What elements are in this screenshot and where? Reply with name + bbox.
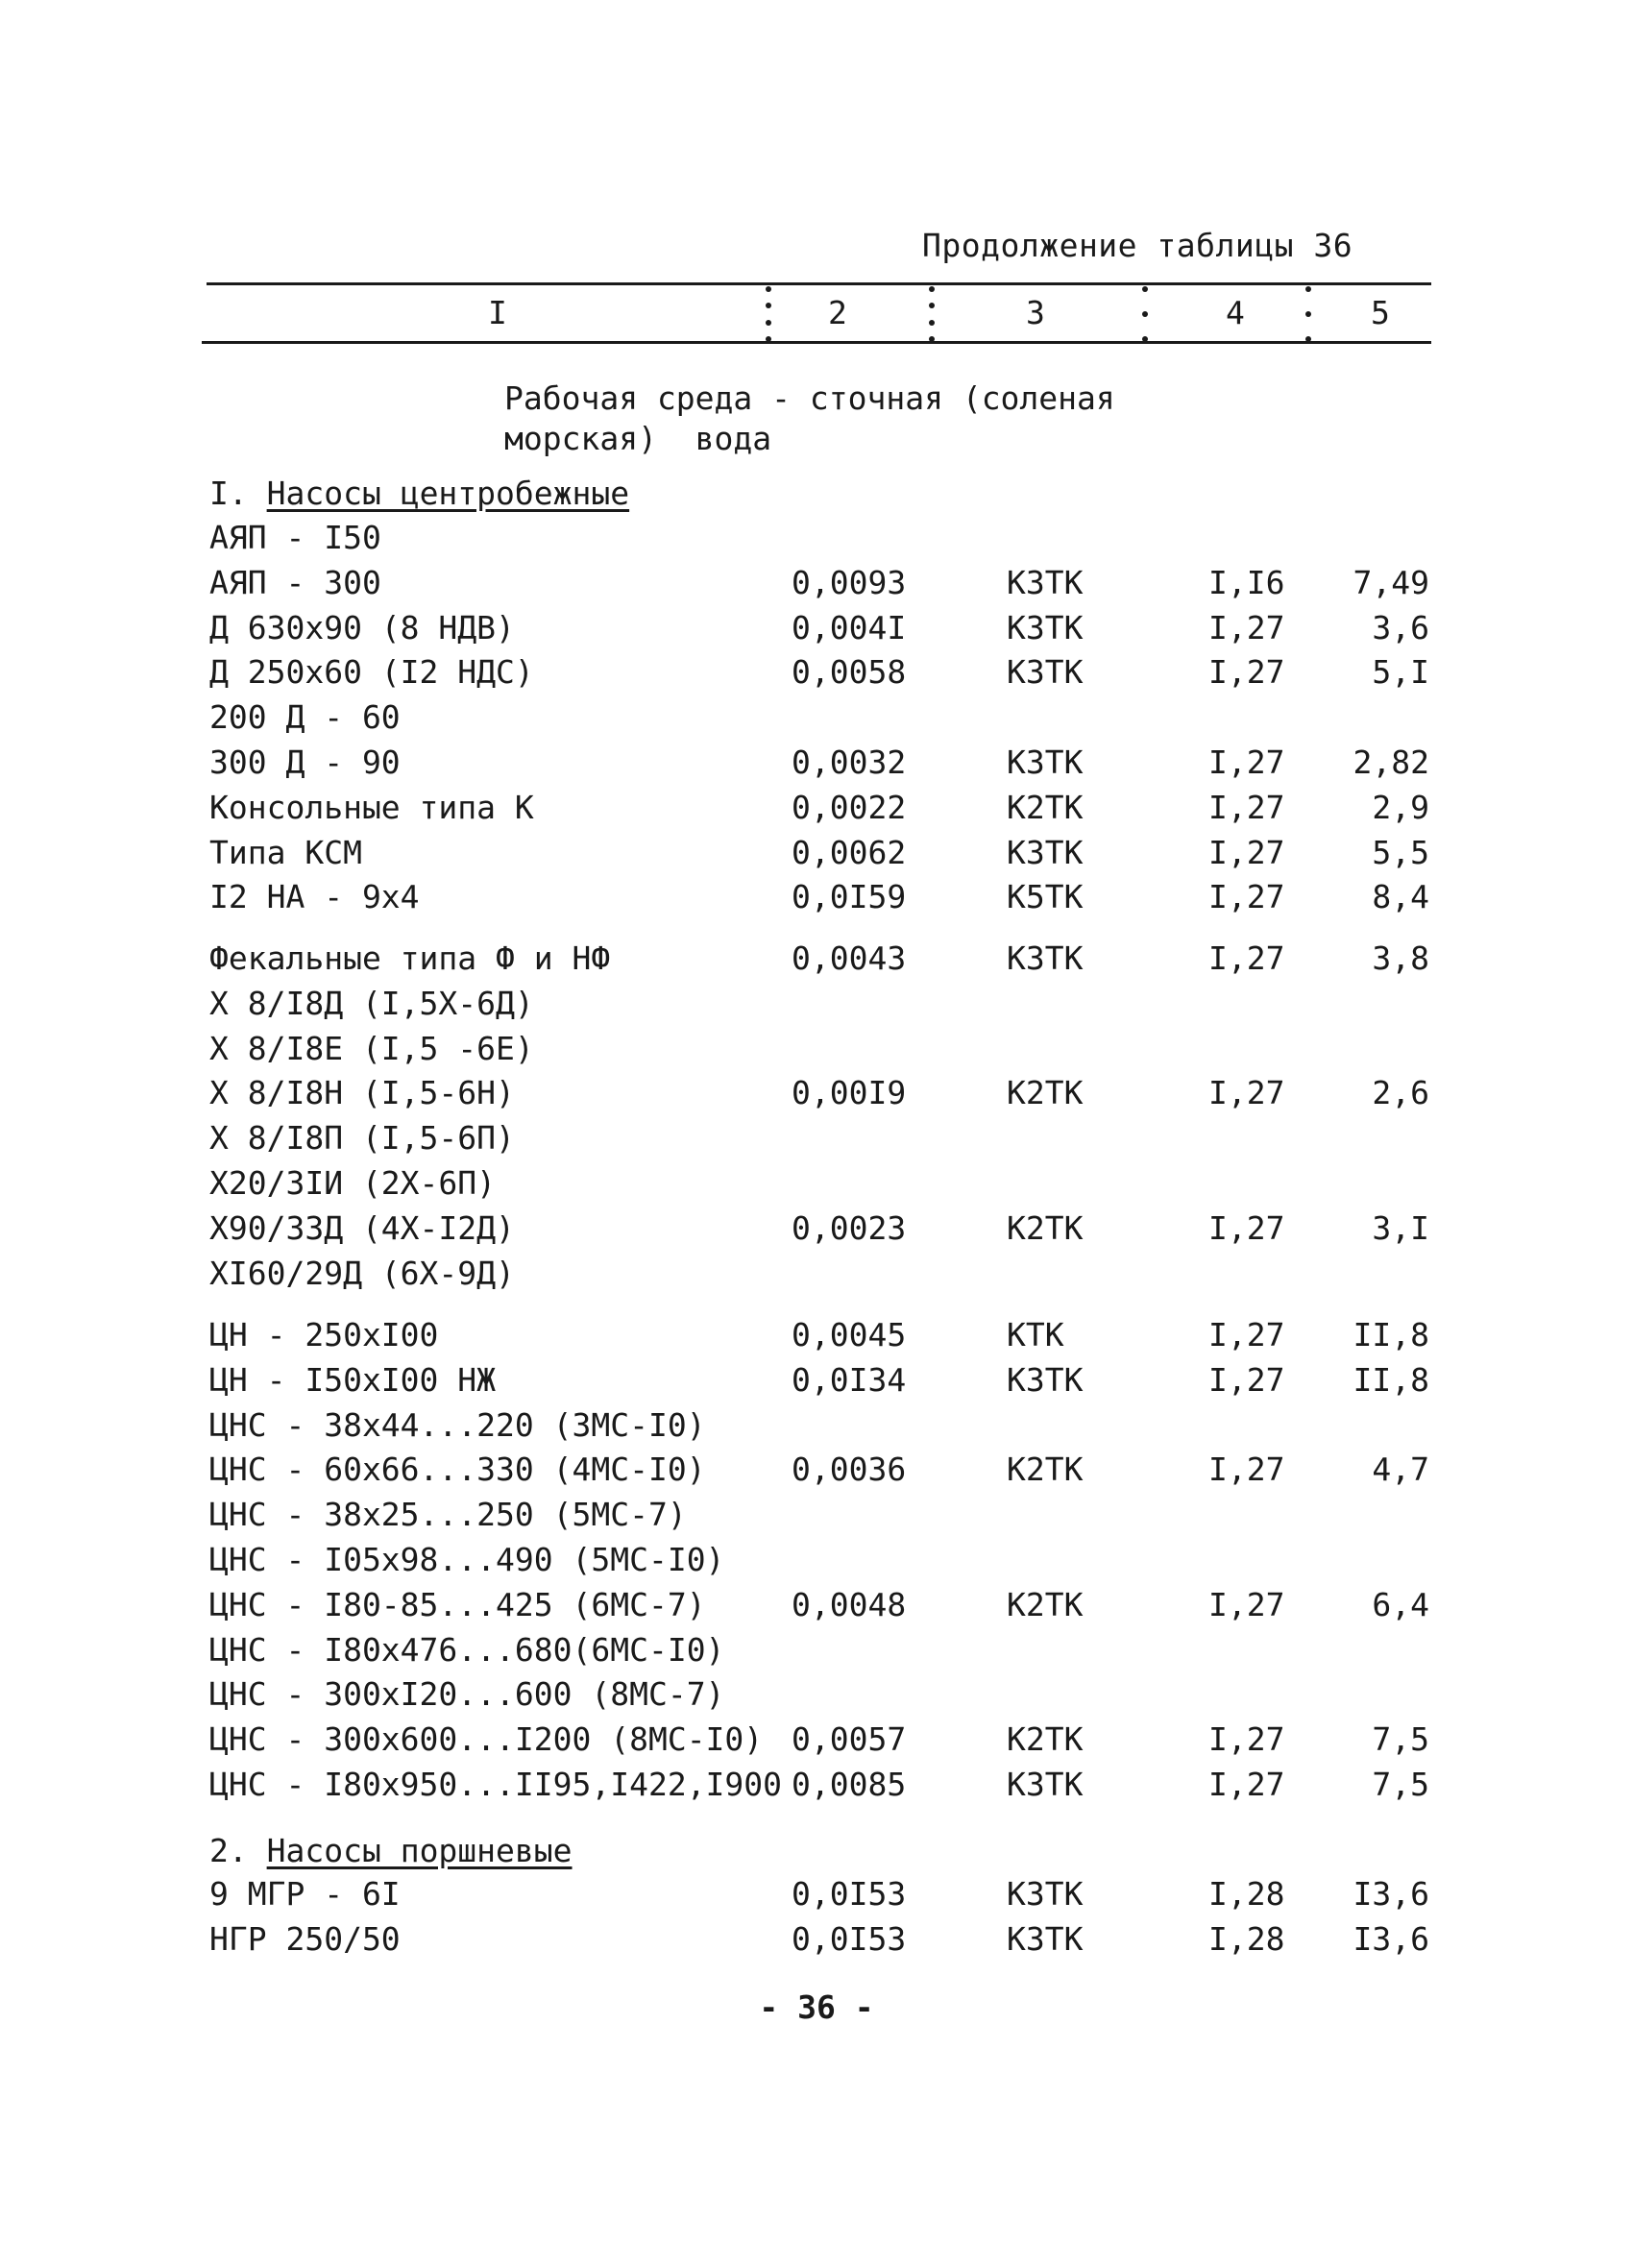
coef-col-4-cell: I,27 (1208, 1074, 1285, 1112)
value-col-5-cell: II,8 (1353, 1316, 1429, 1353)
value-col-2-cell: 0,0048 (792, 1585, 907, 1623)
pump-name-cell: ЦН - 250xI00 (209, 1316, 439, 1353)
table-row (0, 1316, 1633, 1358)
value-col-2-cell: 0,004I (792, 608, 907, 646)
value-col-2-cell: 0,0045 (792, 1316, 907, 1353)
coef-col-4-cell: I,27 (1208, 1585, 1285, 1623)
pump-name-cell: ХI60/29Д (6Х-9Д) (209, 1254, 515, 1292)
header-bottom-rule (202, 341, 1431, 344)
section-heading-centrifugal (209, 475, 629, 512)
coef-col-4-cell: I,27 (1208, 1766, 1285, 1803)
pump-name-cell: Д 250x60 (I2 НДС) (209, 653, 534, 692)
class-col-3-cell: K3TK (1007, 1875, 1084, 1913)
table-row (0, 744, 1633, 786)
class-col-3-cell: K2TK (1007, 1074, 1084, 1112)
pump-name-cell: Х20/3IИ (2Х-6П) (209, 1164, 497, 1202)
section-heading-piston (209, 1832, 573, 1869)
value-col-2-cell: 0,00I9 (792, 1074, 907, 1112)
value-col-5-cell: 3,8 (1372, 939, 1429, 977)
coef-col-4-cell: I,27 (1208, 608, 1285, 646)
coef-col-4-cell: I,27 (1208, 1451, 1285, 1489)
table-row (0, 1586, 1633, 1628)
coef-col-4-cell: I,27 (1208, 1208, 1285, 1247)
table-continuation-caption: Продолжение таблицы 36 (922, 227, 1353, 264)
value-col-5-cell: 3,6 (1372, 608, 1429, 646)
coef-col-4-cell: I,I6 (1208, 563, 1285, 601)
table-row (0, 564, 1633, 606)
coef-col-4-cell: I,27 (1208, 833, 1285, 871)
table-row (0, 1720, 1633, 1763)
coef-col-4-cell: I,27 (1208, 1720, 1285, 1759)
table-row (0, 1541, 1633, 1583)
class-col-3-cell: K3TK (1007, 563, 1084, 601)
table-row (0, 1209, 1633, 1252)
pump-name-cell: ЦНС - 38x25...250 (5МС-7) (209, 1496, 687, 1534)
value-col-2-cell: 0,0023 (792, 1208, 907, 1247)
table-row (0, 1920, 1633, 1963)
section-title: Насосы центробежные (266, 475, 630, 512)
table-row (0, 878, 1633, 920)
coef-col-4-cell: I,28 (1208, 1919, 1285, 1958)
column-separator (928, 286, 936, 342)
class-col-3-cell: K3TK (1007, 833, 1084, 871)
table-row (0, 1119, 1633, 1161)
coef-col-4-cell: I,27 (1208, 939, 1285, 977)
table-row (0, 1675, 1633, 1718)
table-row (0, 653, 1633, 695)
pump-name-cell: АЯП - 300 (209, 563, 381, 601)
coef-col-4-cell: I,27 (1208, 788, 1285, 826)
value-col-5-cell: II,8 (1353, 1360, 1429, 1399)
table-row (0, 1074, 1633, 1116)
value-col-5-cell: 2,9 (1372, 788, 1429, 826)
coef-col-4-cell: I,27 (1208, 878, 1285, 916)
class-col-3-cell: K3TK (1007, 1360, 1084, 1399)
value-col-2-cell: 0,0I53 (792, 1875, 907, 1913)
value-col-2-cell: 0,0058 (792, 653, 907, 692)
coef-col-4-cell: I,28 (1208, 1875, 1285, 1913)
value-col-2-cell: 0,0022 (792, 788, 907, 826)
value-col-2-cell: 0,0043 (792, 939, 907, 977)
table-row (0, 1875, 1633, 1917)
class-col-3-cell: K2TK (1007, 1585, 1084, 1623)
column-header-2: 2 (828, 294, 847, 331)
table-row (0, 519, 1633, 561)
coef-col-4-cell: I,27 (1208, 744, 1285, 781)
column-header-4: 4 (1226, 294, 1245, 331)
value-col-5-cell: 4,7 (1372, 1451, 1429, 1489)
pump-name-cell: ЦНС - 38x44...220 (3МС-I0) (209, 1405, 706, 1444)
pump-name-cell: 9 МГР - 6I (209, 1875, 401, 1913)
column-separator (1304, 286, 1312, 342)
value-col-5-cell: 8,4 (1372, 878, 1429, 916)
value-col-2-cell: 0,0032 (792, 744, 907, 781)
pump-name-cell: Фекальные типа Ф и НФ (209, 939, 611, 977)
table-row (0, 789, 1633, 831)
value-col-5-cell: 6,4 (1372, 1585, 1429, 1623)
pump-name-cell: Типа КСМ (209, 833, 362, 871)
class-col-3-cell: KTK (1007, 1316, 1064, 1353)
value-col-2-cell: 0,0085 (792, 1766, 907, 1803)
coef-col-4-cell: I,27 (1208, 653, 1285, 692)
value-col-5-cell: I3,6 (1353, 1875, 1429, 1913)
value-col-2-cell: 0,0057 (792, 1720, 907, 1759)
column-header-5: 5 (1371, 294, 1390, 331)
value-col-5-cell: 7,49 (1353, 563, 1429, 601)
pump-name-cell: НГР 250/50 (209, 1919, 401, 1958)
coef-col-4-cell: I,27 (1208, 1316, 1285, 1353)
class-col-3-cell: K3TK (1007, 1766, 1084, 1803)
table-row (0, 1631, 1633, 1673)
pump-name-cell: Консольные типа К (209, 788, 534, 826)
table-row (0, 1361, 1633, 1403)
coef-col-4-cell: I,27 (1208, 1360, 1285, 1399)
class-col-3-cell: K3TK (1007, 744, 1084, 781)
value-col-5-cell: 5,5 (1372, 833, 1429, 871)
value-col-2-cell: 0,0I34 (792, 1360, 907, 1399)
table-row (0, 1451, 1633, 1493)
value-col-2-cell: 0,0I53 (792, 1919, 907, 1958)
value-col-5-cell: 2,82 (1353, 744, 1429, 781)
table-row (0, 1164, 1633, 1207)
pump-name-cell: Х 8/I8Н (I,5-6Н) (209, 1074, 515, 1112)
table-row (0, 609, 1633, 651)
pump-name-cell: I2 НА - 9x4 (209, 878, 420, 916)
pump-name-cell: ЦНС - 300x600...I200 (8МС-I0) (209, 1720, 764, 1759)
pump-name-cell: ЦНС - 300xI20...600 (8МС-7) (209, 1675, 725, 1714)
table-row (0, 834, 1633, 876)
table-row (0, 985, 1633, 1027)
pump-name-cell: ЦНС - I80-85...425 (6МС-7) (209, 1585, 706, 1623)
table-row (0, 939, 1633, 982)
value-col-5-cell: I3,6 (1353, 1919, 1429, 1958)
value-col-2-cell: 0,0036 (792, 1451, 907, 1489)
working-medium-line-2: морская) вода (504, 420, 772, 457)
value-col-5-cell: 7,5 (1372, 1766, 1429, 1803)
section-number: I. (209, 475, 248, 512)
pump-name-cell: ЦНС - I80x950...II95,I422,I900 (209, 1766, 783, 1803)
value-col-5-cell: 2,6 (1372, 1074, 1429, 1112)
value-col-2-cell: 0,0I59 (792, 878, 907, 916)
table-row (0, 1496, 1633, 1538)
pump-name-cell: Х 8/I8Е (I,5 -6Е) (209, 1029, 534, 1067)
class-col-3-cell: K5TK (1007, 878, 1084, 916)
pump-name-cell: ЦНС - 60x66...330 (4МС-I0) (209, 1451, 706, 1489)
table-row (0, 1406, 1633, 1449)
pump-name-cell: Х 8/I8Д (I,5Х-6Д) (209, 984, 534, 1022)
class-col-3-cell: K3TK (1007, 939, 1084, 977)
class-col-3-cell: K2TK (1007, 1451, 1084, 1489)
pump-name-cell: Х 8/I8П (I,5-6П) (209, 1119, 515, 1158)
table-row (0, 1766, 1633, 1808)
value-col-5-cell: 7,5 (1372, 1720, 1429, 1759)
working-medium-line-1: Рабочая среда - сточная (соленая (504, 379, 1115, 417)
pump-name-cell: ЦНС - I80x476...680(6МС-I0) (209, 1630, 725, 1669)
pump-name-cell: АЯП - I50 (209, 519, 381, 556)
pump-name-cell: 300 Д - 90 (209, 744, 401, 781)
class-col-3-cell: K2TK (1007, 788, 1084, 826)
header-top-rule (207, 282, 1431, 285)
table-row (0, 698, 1633, 741)
page-number: - 36 - (759, 1988, 874, 2026)
pump-name-cell: 200 Д - 60 (209, 698, 401, 737)
class-col-3-cell: K3TK (1007, 1919, 1084, 1958)
value-col-2-cell: 0,0093 (792, 563, 907, 601)
pump-name-cell: Х90/33Д (4Х-I2Д) (209, 1208, 515, 1247)
value-col-5-cell: 5,I (1372, 653, 1429, 692)
pump-name-cell: Д 630x90 (8 НДВ) (209, 608, 515, 646)
class-col-3-cell: K3TK (1007, 608, 1084, 646)
value-col-5-cell: 3,I (1372, 1208, 1429, 1247)
table-row (0, 1255, 1633, 1297)
class-col-3-cell: K3TK (1007, 653, 1084, 692)
column-header-3: 3 (1026, 294, 1045, 331)
table-row (0, 1030, 1633, 1072)
class-col-3-cell: K2TK (1007, 1208, 1084, 1247)
section-title: Насосы поршневые (266, 1832, 573, 1869)
value-col-2-cell: 0,0062 (792, 833, 907, 871)
column-separator (765, 286, 772, 342)
column-header-1: I (488, 294, 507, 331)
column-separator (1141, 286, 1149, 342)
pump-name-cell: ЦН - I50xI00 НЖ (209, 1360, 497, 1399)
pump-name-cell: ЦНС - I05x98...490 (5МС-I0) (209, 1541, 725, 1578)
working-medium-caption (504, 378, 1115, 459)
class-col-3-cell: K2TK (1007, 1720, 1084, 1759)
section-number: 2. (209, 1832, 248, 1869)
